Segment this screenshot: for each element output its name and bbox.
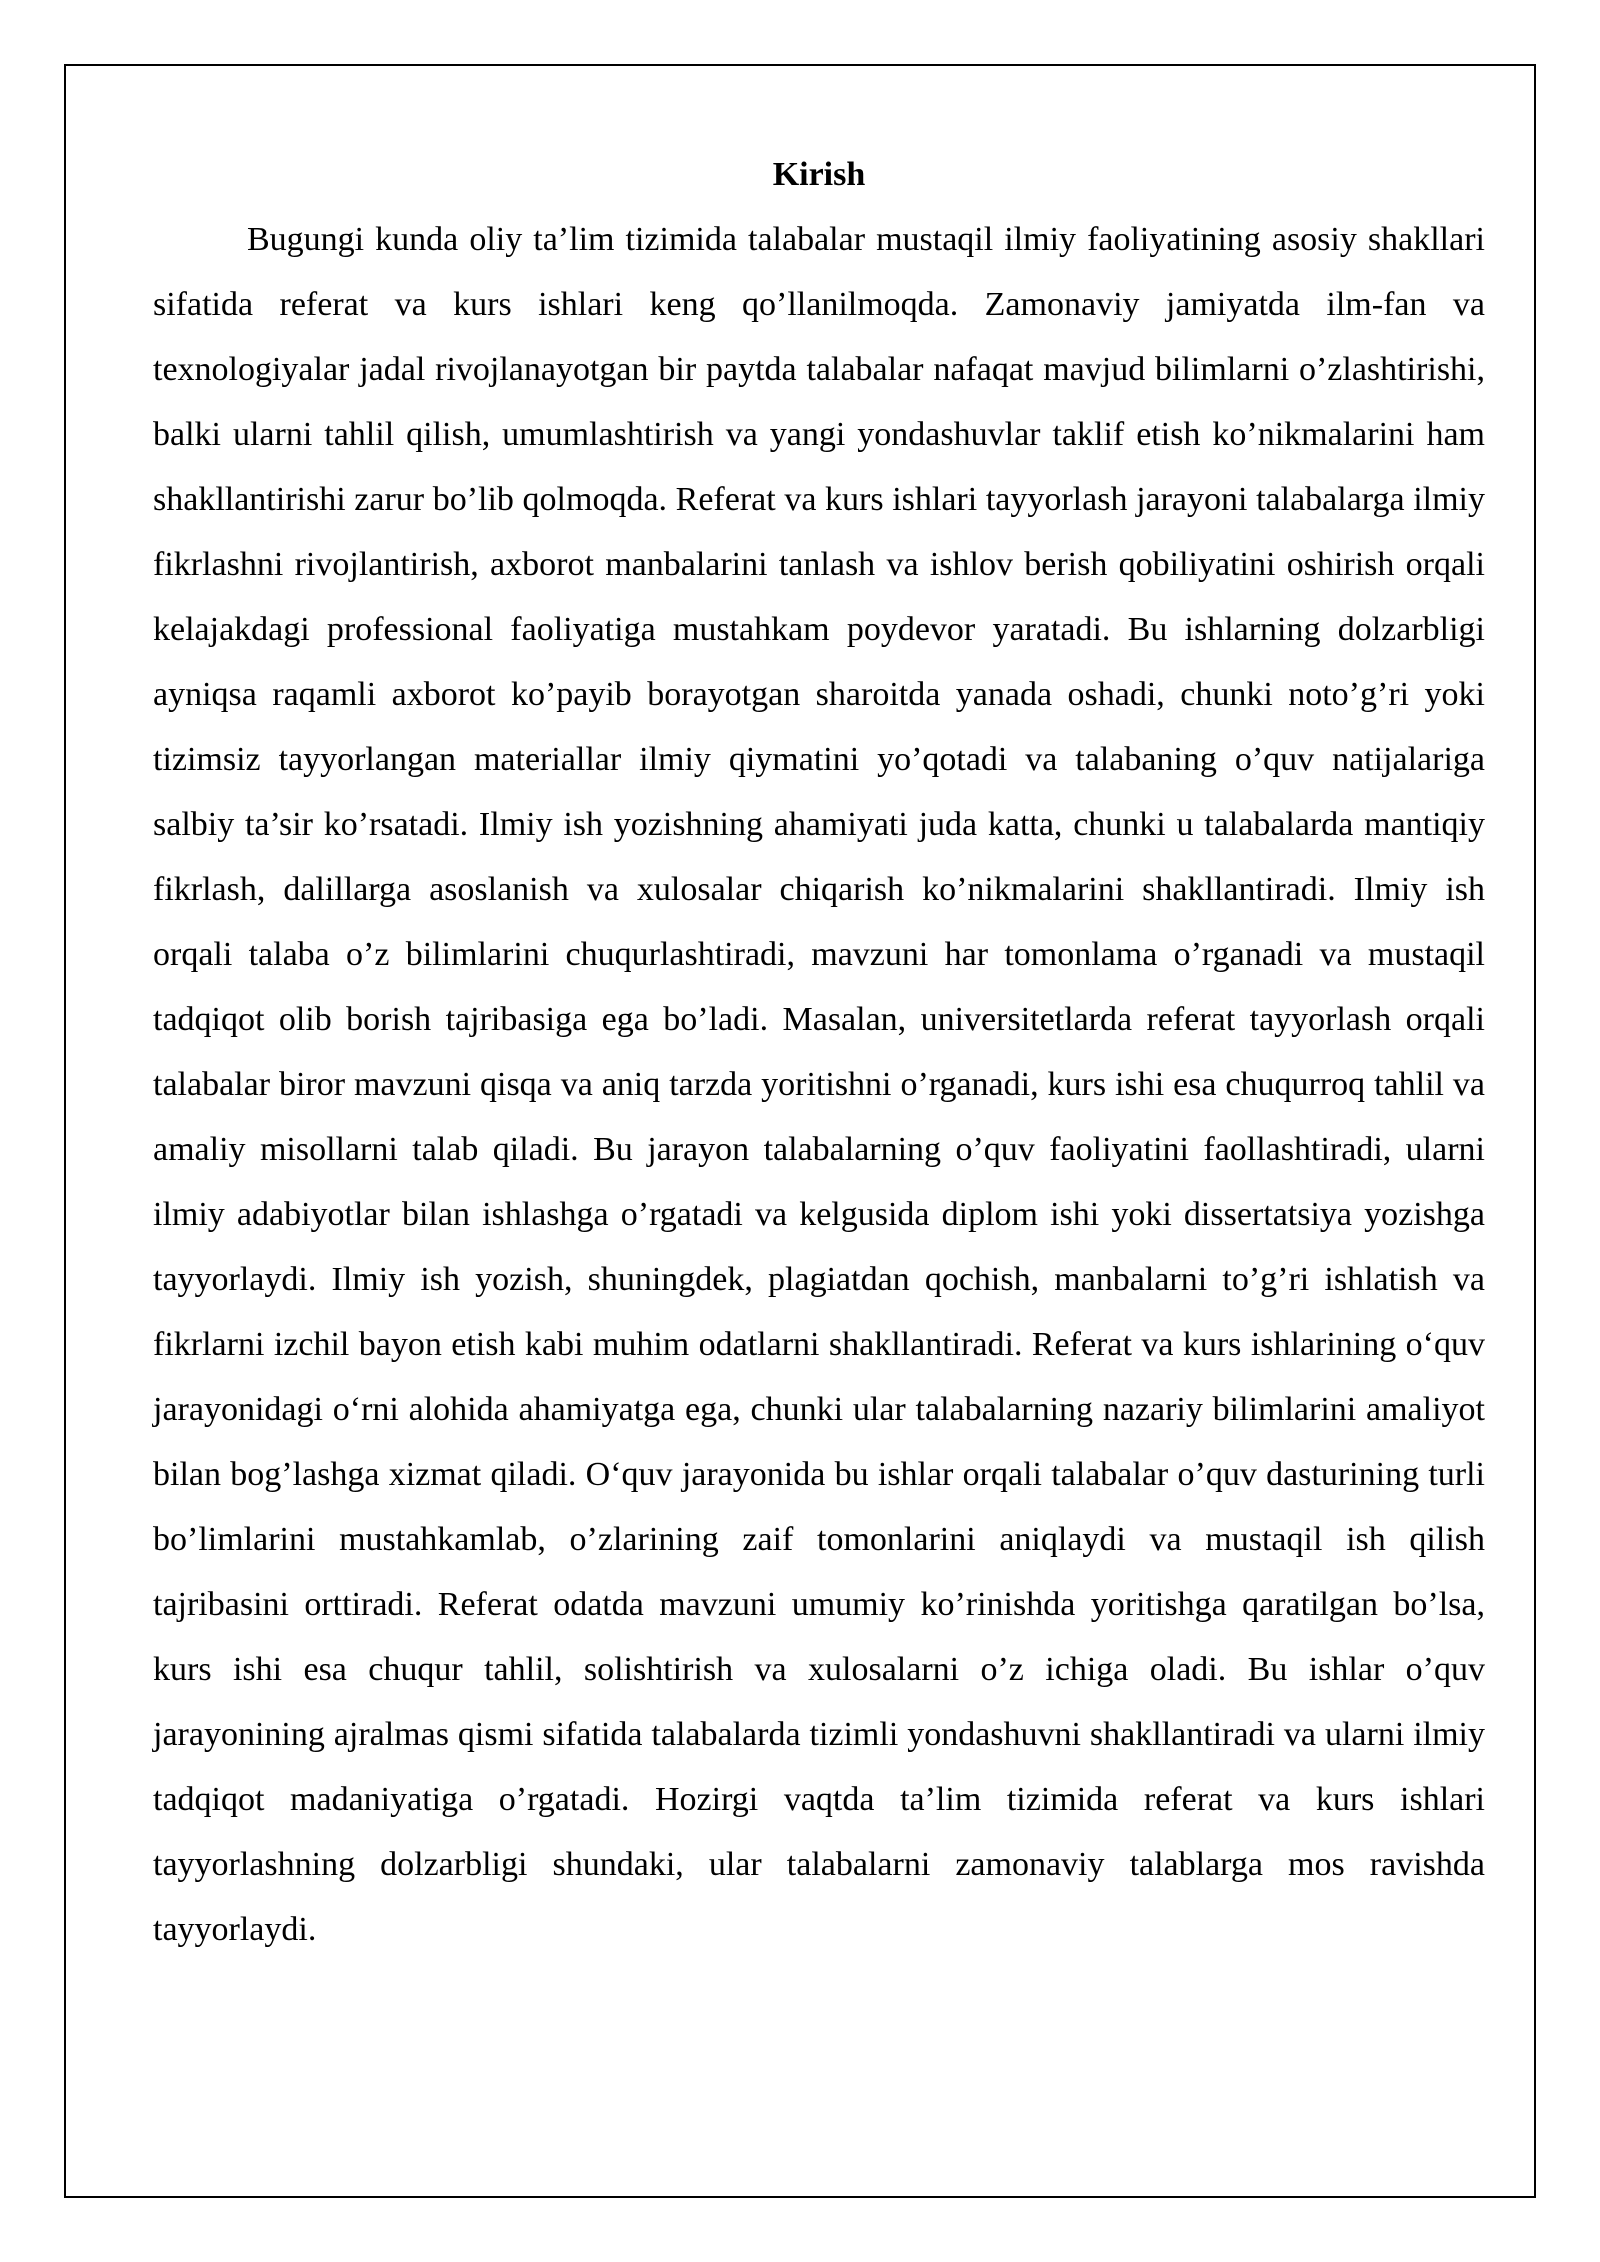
page-title: Kirish xyxy=(772,156,866,193)
document-body xyxy=(153,142,1485,1962)
body-paragraph: Bugungi kunda oliy ta’lim tizimida talabalar mustaqil ilmiy faoliyatining asosiy shakllari sifatida referat va kurs ishlari keng qo’llanilmoqda. Zamonaviy jamiyatda ilm-fan va texnologiyalar jadal rivojlanayotgan bir paytda talabalar nafaqat mavjud bilimlarni o’zlashtirishi, balki ularni tahlil qilish, umumlashtirish va yangi yondashuvlar taklif etish ko’nikmalarini ham shakllantirishi zarur bo’lib qolmoqda. Referat va kurs ishlari tayyorlash jarayoni talabalarga ilmiy fikrlashni rivojlantirish, axborot manbalarini tanlash va ishlov berish qobiliyatini oshirish orqali kelajakdagi professional faoliyatiga mustahkam poydevor yaratadi. Bu ishlarning dolzarbligi ayniqsa raqamli axborot ko’payib borayotgan sharoitda yanada oshadi, chunki noto’g’ri yoki tizimsiz tayyorlangan materiallar ilmiy qiymatini yo’qotadi va talabaning o’quv natijalariga salbiy ta’sir ko’rsatadi. Ilmiy ish yozishning ahamiyati juda katta, chunki u talabalarda mantiqiy fikrlash, dalillarga asoslanish va xulosalar chiqarish ko’nikmalarini shakllantiradi. Ilmiy ish orqali talaba o’z bilimlarini chuqurlashtiradi, mavzuni har tomonlama o’rganadi va mustaqil tadqiqot olib borish tajribasiga ega bo’ladi. Masalan, universitetlarda referat tayyorlash orqali talabalar biror mavzuni qisqa va aniq tarzda yoritishni o’rganadi, kurs ishi esa chuqurroq tahlil va amaliy misollarni talab qiladi. Bu jarayon talabalarning o’quv faoliyatini faollashtiradi, ularni ilmiy adabiyotlar bilan ishlashga o’rgatadi va kelgusida diplom ishi yoki dissertatsiya yozishga tayyorlaydi. Ilmiy ish yozish, shuningdek, plagiatdan qochish, manbalarni to’g’ri ishlatish va fikrlarni izchil bayon etish kabi muhim odatlarni shakllantiradi. Referat va kurs ishlarining o‘quv jarayonidagi o‘rni alohida ahamiyatga ega, chunki ular talabalarning nazariy bilimlarini amaliyot bilan bog’lashga xizmat qiladi. O‘quv jarayonida bu ishlar orqali talabalar o’quv dasturining turli bo’limlarini mustahkamlab, o’zlarining zaif tomonlarini aniqlaydi va mustaqil ish qilish tajribasini orttiradi. Referat odatda mavzuni umumiy ko’rinishda yoritishga qaratilgan bo’lsa, kurs ishi esa chuqur tahlil, solishtirish va xulosalarni o’z ichiga oladi. Bu ishlar o’quv jarayonining ajralmas qismi sifatida talabalarda tizimli yondashuvni shakllantiradi va ularni ilmiy tadqiqot madaniyatiga o’rgatadi. Hozirgi vaqtda ta’lim tizimida referat va kurs ishlari tayyorlashning dolzarbligi shundaki, ular talabalarni zamonaviy talablarga mos ravishda tayyorlaydi. xyxy=(153,221,1485,1948)
